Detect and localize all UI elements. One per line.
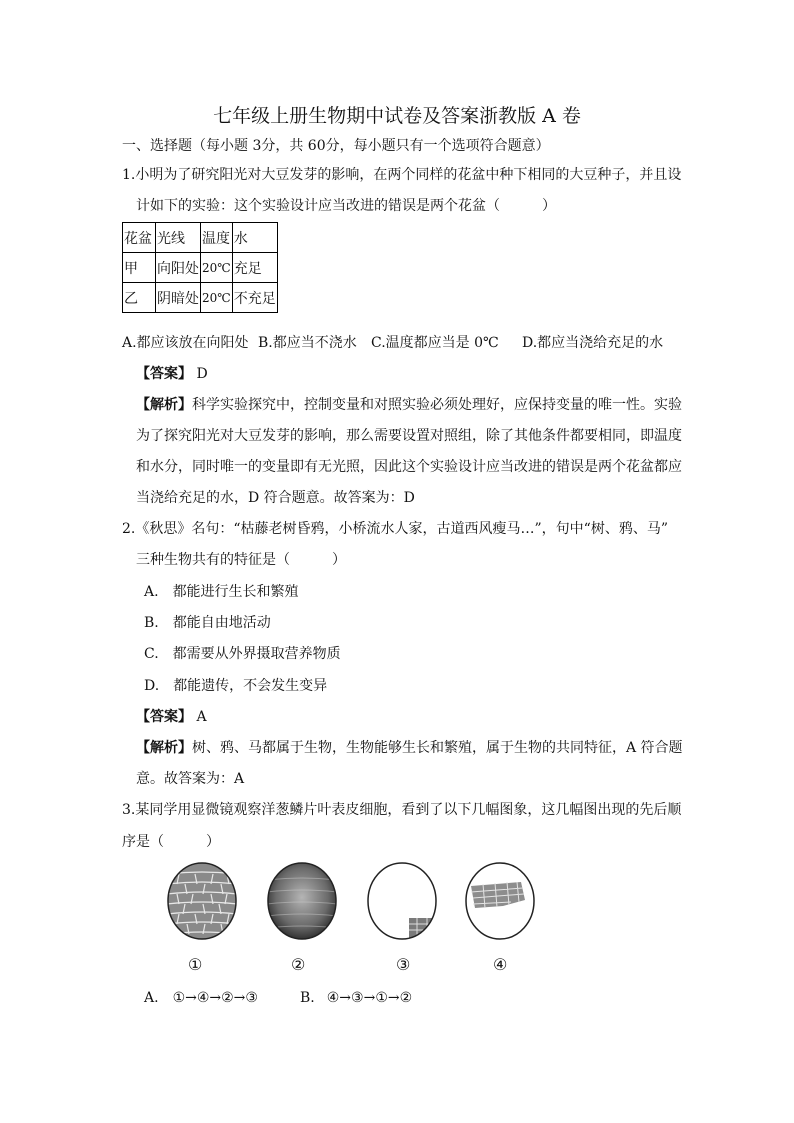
table-cell: 20℃ [201, 253, 233, 283]
table-cell: 甲 [123, 253, 156, 283]
option-text: ①→④→②→③ [172, 990, 258, 1006]
analysis-label: 【解析】 [136, 397, 192, 413]
analysis-text: 科学实验探究中，控制变量和对照实验必须处理好，应保持变量的唯一性。实验 [192, 397, 682, 413]
q1-analysis-line1 [136, 396, 682, 414]
option-text: 都需要从外界摄取营养物质 [172, 646, 341, 662]
option-letter: B. [300, 990, 315, 1006]
q1-option-c: C.温度都应当是 0℃ [371, 335, 499, 351]
table-header-cell: 花盆 [123, 223, 156, 253]
table-cell: 向阳处 [156, 253, 201, 283]
analysis-label: 【解析】 [136, 740, 192, 756]
option-text: ④→③→①→② [326, 990, 413, 1006]
answer-value: A [196, 709, 207, 725]
option-letter: A. [144, 990, 159, 1006]
table-cell: 阴暗处 [156, 283, 201, 313]
answer-label: 【答案】 [136, 366, 192, 382]
q3-stem-line1: 3.某同学用显微镜观察洋葱鳞片叶表皮细胞，看到了以下几幅图象，这几幅图出现的先后顺 [122, 802, 682, 818]
table-header-cell: 水 [232, 223, 277, 253]
section-heading: 一、选择题（每小题 3分，共 60分，每小题只有一个选项符合题意） [122, 138, 550, 154]
table-header-row [123, 223, 278, 253]
q2-option-d [144, 677, 327, 695]
option-letter: D. [144, 678, 160, 694]
q1-option-d: D.都应当浇给充足的水 [522, 335, 664, 351]
q1-analysis-line3: 和水分，同时唯一的变量即有无光照，因此这个实验设计应当改进的错误是两个花盆都应 [136, 459, 682, 475]
table-row [123, 253, 278, 283]
table-header-cell: 光线 [156, 223, 201, 253]
option-text: 都能自由地活动 [172, 615, 271, 631]
q1-analysis-line4: 当浇给充足的水，D 符合题意。故答案为：D [136, 490, 415, 506]
option-letter: C. [144, 646, 159, 662]
q1-option-b: B.都应当不浇水 [258, 335, 357, 351]
q3-option-a [144, 989, 258, 1007]
experiment-table [122, 222, 278, 313]
q2-option-c [144, 645, 341, 663]
figure-label-3: ③ [396, 955, 411, 974]
microscope-view-2 [265, 860, 339, 942]
microscope-view-3 [365, 860, 439, 942]
microscope-view-1 [165, 860, 239, 942]
q2-option-b [144, 614, 271, 632]
q3-stem-line2: 序是（ ） [122, 834, 220, 850]
figure-label-4: ④ [493, 955, 508, 974]
q2-stem-line2: 三种生物共有的特征是（ ） [136, 552, 346, 568]
table-cell: 不充足 [232, 283, 277, 313]
q2-stem-line1: 2.《秋思》名句：“枯藤老树昏鸦，小桥流水人家，古道西风瘦马…”，句中“树、鸦、马” [122, 521, 668, 537]
table-cell: 20℃ [201, 283, 233, 313]
q1-analysis-line2: 为了探究阳光对大豆发芽的影响，那么需要设置对照组，除了其他条件都要相同，即温度 [136, 428, 682, 444]
q1-stem-line1: 1.小明为了研究阳光对大豆发芽的影响，在两个同样的花盆中种下相同的大豆种子，并且设 [122, 167, 682, 183]
option-text: 都能进行生长和繁殖 [172, 584, 299, 600]
q2-option-a [144, 583, 299, 601]
option-text: 都能遗传，不会发生变异 [173, 678, 328, 694]
table-row [123, 283, 278, 313]
microscope-view-4 [463, 860, 537, 942]
q2-analysis-line1 [136, 739, 683, 757]
figure-label-2: ② [291, 955, 306, 974]
q2-analysis-line2: 意。故答案为：A [136, 771, 245, 787]
q1-stem-line2: 计如下的实验：这个实验设计应当改进的错误是两个花盆（ ） [136, 198, 556, 214]
answer-value: D [196, 366, 208, 382]
answer-label: 【答案】 [136, 709, 192, 725]
q3-option-b [300, 989, 412, 1007]
table-cell: 充足 [232, 253, 277, 283]
option-letter: B. [144, 615, 159, 631]
table-cell: 乙 [123, 283, 156, 313]
table-header-cell: 温度 [201, 223, 233, 253]
option-letter: A. [144, 584, 159, 600]
analysis-text: 树、鸦、马都属于生物，生物能够生长和繁殖，属于生物的共同特征，A 符合题 [192, 740, 683, 756]
q1-answer [136, 365, 208, 383]
page-title: 七年级上册生物期中试卷及答案浙教版 A 卷 [213, 105, 581, 127]
q1-option-a: A.都应该放在向阳处 [122, 335, 249, 351]
q2-answer [136, 708, 207, 726]
figure-label-1: ① [188, 955, 203, 974]
